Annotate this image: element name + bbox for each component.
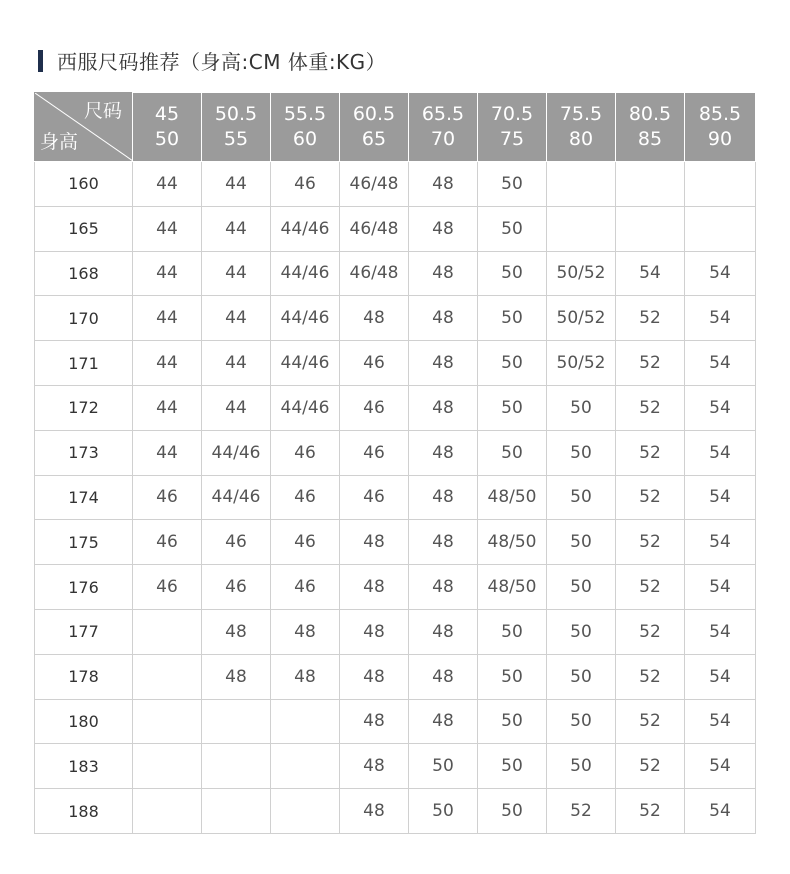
weight-range-start: 55.5 xyxy=(283,103,327,125)
size-cell: 44 xyxy=(133,430,202,475)
size-cell: 44 xyxy=(202,341,271,386)
size-cell: 44 xyxy=(133,296,202,341)
size-cell xyxy=(133,654,202,699)
size-cell: 46/48 xyxy=(340,251,409,296)
size-cell: 54 xyxy=(616,251,685,296)
size-cell: 46 xyxy=(340,341,409,386)
size-cell: 52 xyxy=(616,609,685,654)
height-cell: 176 xyxy=(35,565,133,610)
height-cell: 170 xyxy=(35,296,133,341)
size-cell xyxy=(202,699,271,744)
size-cell: 54 xyxy=(685,609,756,654)
size-cell: 54 xyxy=(685,251,756,296)
size-cell: 44/46 xyxy=(271,296,340,341)
size-cell: 44 xyxy=(133,162,202,207)
weight-header-cell xyxy=(547,93,616,162)
size-cell xyxy=(271,789,340,834)
size-cell: 48 xyxy=(409,475,478,520)
size-cell: 48 xyxy=(409,430,478,475)
size-cell: 52 xyxy=(616,565,685,610)
size-cell: 46 xyxy=(340,430,409,475)
size-cell: 44 xyxy=(133,385,202,430)
header-row xyxy=(35,93,756,162)
size-cell: 50 xyxy=(478,162,547,207)
weight-range-start: 80.5 xyxy=(628,103,672,125)
height-cell: 168 xyxy=(35,251,133,296)
size-cell: 46 xyxy=(133,475,202,520)
size-cell: 50 xyxy=(547,565,616,610)
weight-range-start: 65.5 xyxy=(421,103,465,125)
size-cell: 48 xyxy=(340,565,409,610)
size-cell: 50 xyxy=(478,789,547,834)
size-cell: 48 xyxy=(340,654,409,699)
size-cell: 50 xyxy=(547,744,616,789)
table-row xyxy=(35,744,756,789)
size-cell: 48 xyxy=(202,654,271,699)
weight-range-end: 75 xyxy=(499,128,525,150)
size-cell: 54 xyxy=(685,744,756,789)
table-row xyxy=(35,609,756,654)
size-cell: 54 xyxy=(685,789,756,834)
size-cell: 46 xyxy=(202,520,271,565)
table-row xyxy=(35,385,756,430)
size-cell: 44 xyxy=(133,251,202,296)
size-cell xyxy=(133,699,202,744)
weight-range-end: 70 xyxy=(430,128,456,150)
size-cell: 50 xyxy=(478,251,547,296)
size-cell xyxy=(547,206,616,251)
title-accent-bar xyxy=(38,50,43,72)
size-cell: 54 xyxy=(685,654,756,699)
size-chart-table xyxy=(34,92,756,834)
size-cell: 48 xyxy=(271,654,340,699)
size-cell: 48 xyxy=(409,609,478,654)
size-cell: 44 xyxy=(202,162,271,207)
size-cell xyxy=(616,206,685,251)
size-cell: 52 xyxy=(616,789,685,834)
size-cell: 50/52 xyxy=(547,296,616,341)
table-row xyxy=(35,699,756,744)
size-cell xyxy=(133,744,202,789)
height-cell: 175 xyxy=(35,520,133,565)
size-cell: 50 xyxy=(547,520,616,565)
weight-header-cell xyxy=(685,93,756,162)
weight-range-end: 80 xyxy=(568,128,594,150)
size-cell: 48 xyxy=(340,296,409,341)
size-cell: 52 xyxy=(616,341,685,386)
table-row xyxy=(35,341,756,386)
size-cell: 48 xyxy=(202,609,271,654)
size-cell: 52 xyxy=(547,789,616,834)
size-cell: 50 xyxy=(478,385,547,430)
size-cell: 50 xyxy=(478,744,547,789)
size-cell: 50/52 xyxy=(547,251,616,296)
size-cell: 44 xyxy=(202,206,271,251)
corner-header-cell xyxy=(35,93,133,162)
table-body xyxy=(35,162,756,834)
table-row xyxy=(35,162,756,207)
size-cell: 46/48 xyxy=(340,162,409,207)
weight-header-cell xyxy=(340,93,409,162)
size-cell: 54 xyxy=(685,520,756,565)
size-cell: 48 xyxy=(409,341,478,386)
size-cell: 46 xyxy=(271,565,340,610)
size-cell: 44/46 xyxy=(271,385,340,430)
size-cell: 54 xyxy=(685,296,756,341)
weight-range-start: 45 xyxy=(154,103,180,125)
size-cell: 52 xyxy=(616,385,685,430)
weight-range-end: 65 xyxy=(361,128,387,150)
corner-height-label: 身高 xyxy=(40,131,79,153)
size-cell: 50 xyxy=(547,654,616,699)
size-cell: 50/52 xyxy=(547,341,616,386)
size-cell: 50 xyxy=(478,654,547,699)
size-cell: 46 xyxy=(271,520,340,565)
height-cell: 188 xyxy=(35,789,133,834)
size-cell: 48 xyxy=(340,744,409,789)
size-cell: 48 xyxy=(340,609,409,654)
size-cell: 50 xyxy=(547,385,616,430)
size-cell: 48 xyxy=(340,699,409,744)
size-cell: 50 xyxy=(478,341,547,386)
size-cell: 48/50 xyxy=(478,520,547,565)
size-cell: 54 xyxy=(685,430,756,475)
size-cell: 44/46 xyxy=(271,251,340,296)
table-row xyxy=(35,654,756,699)
weight-range-start: 75.5 xyxy=(559,103,603,125)
size-cell: 46 xyxy=(340,475,409,520)
size-cell: 50 xyxy=(478,296,547,341)
size-cell xyxy=(133,609,202,654)
size-cell: 48 xyxy=(409,385,478,430)
size-cell: 48 xyxy=(409,699,478,744)
weight-header-cell xyxy=(616,93,685,162)
size-cell: 44/46 xyxy=(271,206,340,251)
size-cell: 48 xyxy=(409,206,478,251)
weight-range-end: 55 xyxy=(223,128,249,150)
size-cell xyxy=(271,699,340,744)
size-cell: 44 xyxy=(202,385,271,430)
weight-range-end: 60 xyxy=(292,128,318,150)
size-cell: 48/50 xyxy=(478,475,547,520)
weight-range-end: 85 xyxy=(637,128,663,150)
weight-range-end: 50 xyxy=(154,128,180,150)
size-cell: 54 xyxy=(685,475,756,520)
size-cell: 48 xyxy=(409,654,478,699)
size-cell: 50 xyxy=(547,609,616,654)
table-row xyxy=(35,520,756,565)
size-cell: 54 xyxy=(685,385,756,430)
height-cell: 165 xyxy=(35,206,133,251)
size-cell: 48 xyxy=(340,520,409,565)
size-cell: 52 xyxy=(616,520,685,565)
size-cell: 46/48 xyxy=(340,206,409,251)
size-cell: 50 xyxy=(547,475,616,520)
size-cell: 44/46 xyxy=(202,430,271,475)
size-cell: 44 xyxy=(133,206,202,251)
size-cell: 44 xyxy=(202,251,271,296)
table-row xyxy=(35,789,756,834)
height-cell: 183 xyxy=(35,744,133,789)
corner-size-label: 尺码 xyxy=(83,100,122,122)
size-cell: 48 xyxy=(409,251,478,296)
size-cell: 48 xyxy=(271,609,340,654)
size-cell: 50 xyxy=(409,789,478,834)
size-cell: 46 xyxy=(133,520,202,565)
table-row xyxy=(35,565,756,610)
size-cell: 52 xyxy=(616,744,685,789)
size-cell: 48 xyxy=(409,565,478,610)
size-cell: 52 xyxy=(616,654,685,699)
size-cell: 52 xyxy=(616,430,685,475)
size-cell: 50 xyxy=(478,430,547,475)
page-title-wrap xyxy=(38,46,386,75)
size-cell: 48 xyxy=(409,520,478,565)
size-cell: 46 xyxy=(340,385,409,430)
size-cell: 44 xyxy=(133,341,202,386)
height-cell: 178 xyxy=(35,654,133,699)
table-row xyxy=(35,475,756,520)
height-cell: 171 xyxy=(35,341,133,386)
size-cell: 48/50 xyxy=(478,565,547,610)
size-cell: 46 xyxy=(271,475,340,520)
table-row xyxy=(35,206,756,251)
size-cell: 50 xyxy=(478,699,547,744)
size-cell: 54 xyxy=(685,341,756,386)
weight-header-cell xyxy=(271,93,340,162)
size-cell: 52 xyxy=(616,699,685,744)
size-cell: 50 xyxy=(478,206,547,251)
size-cell xyxy=(202,789,271,834)
height-cell: 173 xyxy=(35,430,133,475)
size-cell: 52 xyxy=(616,475,685,520)
size-cell: 44 xyxy=(202,296,271,341)
weight-header-cell xyxy=(409,93,478,162)
size-cell: 46 xyxy=(202,565,271,610)
size-cell: 46 xyxy=(271,430,340,475)
size-cell xyxy=(202,744,271,789)
size-cell: 50 xyxy=(547,430,616,475)
size-cell: 48 xyxy=(340,789,409,834)
weight-range-start: 70.5 xyxy=(490,103,534,125)
size-cell xyxy=(685,162,756,207)
size-cell: 50 xyxy=(547,699,616,744)
size-cell xyxy=(547,162,616,207)
size-cell: 54 xyxy=(685,565,756,610)
size-cell: 46 xyxy=(271,162,340,207)
height-cell: 172 xyxy=(35,385,133,430)
size-cell: 50 xyxy=(409,744,478,789)
size-cell: 52 xyxy=(616,296,685,341)
weight-header-cell xyxy=(478,93,547,162)
size-cell: 44/46 xyxy=(202,475,271,520)
height-cell: 180 xyxy=(35,699,133,744)
weight-header-cell xyxy=(202,93,271,162)
table-row xyxy=(35,296,756,341)
size-cell: 54 xyxy=(685,699,756,744)
height-cell: 177 xyxy=(35,609,133,654)
size-cell xyxy=(271,744,340,789)
size-cell: 50 xyxy=(478,609,547,654)
page-title: 西服尺码推荐（身高:CM 体重:KG） xyxy=(57,50,387,74)
size-cell xyxy=(616,162,685,207)
weight-header-cell xyxy=(133,93,202,162)
size-cell: 46 xyxy=(133,565,202,610)
size-cell: 48 xyxy=(409,296,478,341)
weight-range-start: 60.5 xyxy=(352,103,396,125)
size-cell xyxy=(133,789,202,834)
weight-range-start: 50.5 xyxy=(214,103,258,125)
table-row xyxy=(35,430,756,475)
height-cell: 174 xyxy=(35,475,133,520)
height-cell: 160 xyxy=(35,162,133,207)
size-cell xyxy=(685,206,756,251)
size-cell: 44/46 xyxy=(271,341,340,386)
weight-range-start: 85.5 xyxy=(698,103,742,125)
weight-range-end: 90 xyxy=(707,128,733,150)
size-cell: 48 xyxy=(409,162,478,207)
table-row xyxy=(35,251,756,296)
